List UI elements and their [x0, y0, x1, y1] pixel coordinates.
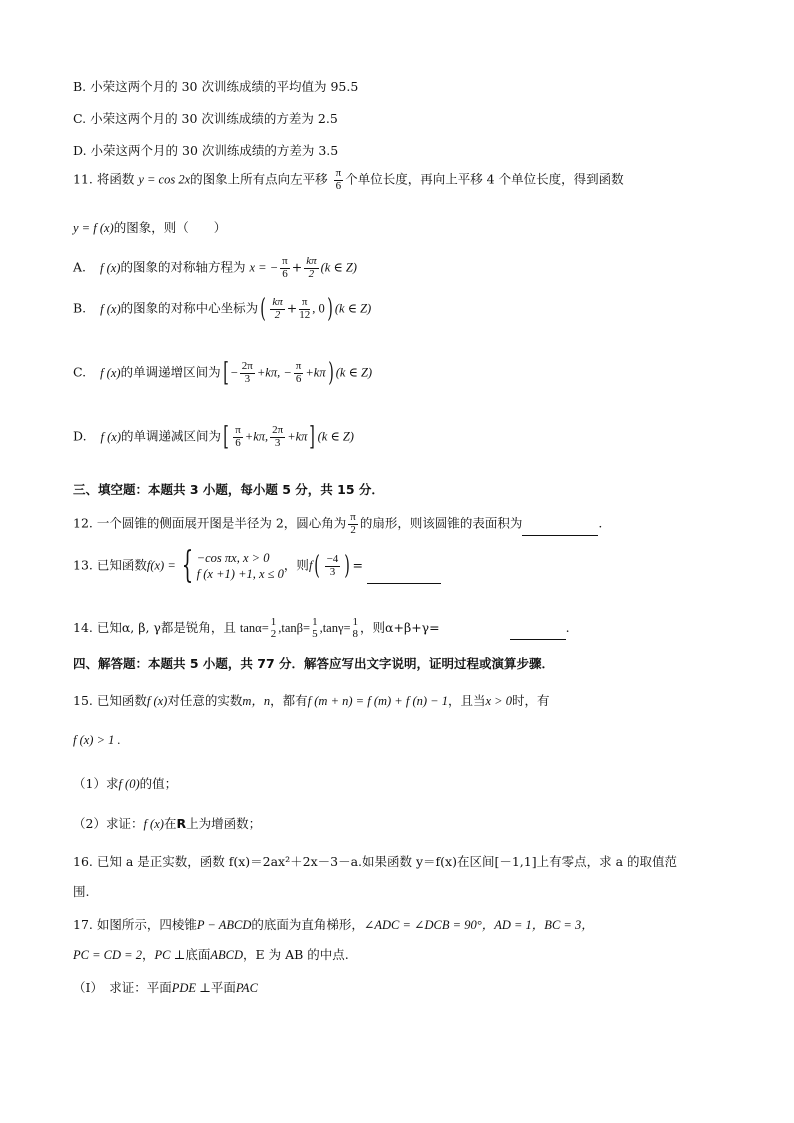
q11d-frac2-num: 2π: [272, 423, 284, 436]
q14-answer-blank[interactable]: [510, 627, 566, 640]
question-16-line2: [73, 886, 89, 899]
q11b-frac1: [270, 297, 284, 321]
q15-prefix: 15. 已知函数: [73, 693, 147, 708]
q17-abcd: ABCD: [210, 948, 243, 962]
q14-frac-a: [271, 617, 277, 640]
q11b-frac1-num: kπ: [272, 295, 283, 308]
q11a-frac1-den: 6: [282, 267, 288, 280]
q13-fraction: [325, 554, 341, 578]
q15-1-post: 的值；: [139, 776, 178, 791]
q11b-label: B.: [73, 300, 87, 316]
q14-tan-gamma: ,tanγ=: [319, 621, 351, 636]
q11-option-c: [73, 360, 372, 386]
question-12: [73, 512, 602, 536]
q15-post: ，且当: [447, 693, 486, 708]
q11c-cond: (k ∈ Z): [335, 365, 373, 380]
q11a-math: x = −: [249, 260, 279, 275]
q15-2-pre: （2）求证：: [73, 816, 144, 831]
q13-eq: =: [352, 557, 363, 573]
q17-i-pde: PDE ⊥: [171, 981, 211, 995]
q11a-frac2-den: 2: [308, 267, 315, 280]
q14-end: .: [565, 620, 570, 636]
right-paren-icon: ): [326, 294, 333, 324]
q11c-frac2-num: π: [295, 359, 302, 372]
q15-2-post: 上为增函数；: [186, 816, 262, 831]
q11-line2-text: 的图象，则（ ）: [113, 220, 227, 235]
q11d-text: 的单调递减区间为: [121, 428, 222, 444]
q11-function: y = cos 2x: [138, 172, 191, 187]
q11a-label: A.: [73, 259, 87, 275]
q11b-frac2-num: π: [299, 297, 310, 310]
q11d-frac1-num: π: [235, 423, 241, 436]
q11d-label: D.: [73, 428, 87, 444]
section-4-text: 四、解答题：本题共 5 小题，共 77 分．解答应写出文字说明，证明过程或演算步骤．: [73, 656, 555, 671]
q14-prefix: 14. 已知α, β, γ都是锐角，且: [73, 620, 236, 636]
q14-tan-alpha: tanα=: [239, 621, 269, 636]
q11c-tail: +kπ: [305, 365, 326, 380]
q11d-frac2: [270, 425, 285, 449]
question-15: [73, 695, 550, 708]
q11c-frac1: [240, 361, 255, 385]
q12-angle-fraction: [348, 512, 358, 536]
q11b-text: 的图象的对称中心坐标为: [120, 300, 259, 316]
q17-perp: PC ⊥: [154, 948, 186, 962]
q11-shift-num: π: [335, 167, 342, 179]
question-17-line2: [73, 949, 349, 962]
question-17-part1: [73, 982, 258, 995]
q17-mid: 的底面为直角梯形，: [251, 917, 364, 932]
q11d-frac1: [233, 425, 243, 449]
option-c-text: C. 小荣这两个月的 30 次训练成绩的方差为 2.5: [73, 111, 338, 126]
q11-option-b: [73, 296, 371, 322]
q11d-mid: +kπ,: [244, 429, 269, 444]
q17-sep: ，: [141, 947, 155, 962]
q11d-tail: +kπ: [287, 429, 308, 444]
q11b-plus: +: [286, 300, 298, 316]
q11-shift-fraction: [334, 168, 344, 192]
q15-post2: 时，有: [511, 693, 550, 708]
q11-target-function: y = f (x): [73, 221, 114, 235]
q15-1-pre: （1）求: [73, 776, 119, 791]
q12-prefix: 12. 一个圆锥的侧面展开图是半径为 2，圆心角为: [73, 515, 347, 531]
section-3-text: 三、填空题：本题共 3 小题，每小题 5 分，共 15 分．: [73, 482, 384, 497]
q17-prefix: 17. 如图所示，四棱锥: [73, 917, 197, 932]
q17-i-pre: （I） 求证：平面: [73, 980, 172, 995]
q11-post: 个单位长度，再向上平移 4 个单位长度，得到函数: [345, 171, 624, 187]
q15-fx: f (x): [146, 694, 168, 708]
option-b: [73, 81, 358, 94]
q15-2-mid: 在: [163, 816, 177, 831]
q12-num: π: [350, 511, 356, 523]
q13-den: 3: [329, 565, 336, 578]
q11b-fx: f (x): [100, 301, 121, 316]
q11b-frac2: [299, 297, 310, 321]
q11a-frac1-num: π: [282, 255, 288, 267]
option-b-text: B. 小荣这两个月的 30 次训练成绩的平均值为 95.5: [73, 79, 359, 94]
q13-cases: [197, 550, 284, 583]
q12-end: .: [598, 515, 603, 531]
q14-b-num: 1: [312, 616, 318, 628]
q13-case1: −cos πx, x > 0: [196, 550, 270, 565]
q15-line2: f (x) > 1 .: [73, 733, 121, 747]
q11d-cond: (k ∈ Z): [317, 429, 354, 444]
q14-frac-b: [312, 617, 318, 640]
q13-answer-blank[interactable]: [367, 571, 441, 584]
q13-then: ，则: [283, 557, 309, 573]
q11-option-d: [73, 424, 354, 450]
q13-fx: f(x) =: [146, 558, 176, 573]
q11c-label: C.: [73, 364, 87, 380]
q11d-frac2-den: 3: [274, 436, 281, 449]
q17-conditions: ∠ADC = ∠DCB = 90°，AD = 1，BC = 3，: [363, 918, 594, 932]
q12-post: 的扇形，则该圆锥的表面积为: [359, 515, 523, 531]
q17-midpoint: ，E 为 AB 的中点.: [243, 947, 349, 962]
q13-f: f: [308, 558, 313, 573]
q17-i-mid: 平面: [210, 980, 236, 995]
q11c-frac1-num: 2π: [241, 359, 253, 372]
left-paren-icon: (: [314, 551, 321, 581]
brace-icon: {: [181, 545, 193, 586]
q11-prefix: 11. 将函数: [73, 171, 139, 187]
q11c-text: 的单调递增区间为: [120, 364, 221, 380]
q17-i-pac: PAC: [235, 981, 258, 995]
q11a-fx: f (x): [100, 260, 121, 275]
q15-equation: f (m + n) = f (m) + f (n) − 1: [307, 694, 448, 708]
option-c: [73, 113, 338, 126]
q14-post: ，则α+β+γ=: [360, 620, 440, 636]
left-bracket-icon: [: [222, 358, 229, 388]
q14-tan-beta: ,tanβ=: [278, 621, 311, 636]
question-15-part2: [73, 818, 261, 831]
q11c-fx: f (x): [100, 365, 121, 380]
q11a-frac2: [304, 256, 318, 280]
q14-c-den: 8: [352, 627, 359, 640]
q11-option-a: [73, 256, 357, 280]
q11-shift-den: 6: [335, 179, 342, 192]
question-15-part1: [73, 778, 177, 791]
q15-2-f: f (x): [143, 817, 164, 831]
left-paren-icon: (: [260, 294, 267, 324]
q12-answer-blank[interactable]: [522, 523, 598, 536]
q11b-zero: , 0: [312, 301, 325, 316]
q11d-frac1-den: 6: [235, 436, 241, 449]
option-d-text: D. 小荣这两个月的 30 次训练成绩的方差为 3.5: [73, 143, 339, 158]
q17-base-text: 底面: [185, 947, 211, 962]
q11c-minus: −: [230, 365, 238, 380]
q16-line2: 围.: [73, 884, 90, 899]
q11c-mid: +kπ, −: [256, 365, 292, 380]
right-bracket-icon: ]: [309, 422, 316, 452]
q13-num: −4: [326, 552, 339, 565]
q14-b-den: 5: [312, 627, 318, 640]
q11b-cond: (k ∈ Z): [334, 301, 372, 316]
question-16: [73, 856, 677, 869]
q15-mid: 对任意的实数: [167, 693, 243, 708]
q13-case2: f (x +1) +1, x ≤ 0: [196, 567, 284, 581]
q17-eq2: PC = CD = 2: [73, 948, 142, 962]
q11a-plus: +: [291, 259, 303, 275]
q15-cond: x > 0: [485, 694, 512, 708]
q14-frac-c: [353, 617, 359, 640]
q11b-frac1-den: 2: [274, 308, 281, 321]
left-bracket-icon: [: [223, 422, 229, 452]
q11a-text: 的图象的对称轴方程为: [120, 259, 246, 275]
q14-c-num: 1: [352, 616, 359, 628]
q14-a-den: 2: [270, 627, 277, 640]
q11a-frac2-num: kπ: [306, 255, 317, 267]
q17-pyramid: P − ABCD: [196, 918, 252, 932]
q13-prefix: 13. 已知函数: [73, 557, 147, 573]
q11d-fx: f (x): [100, 429, 122, 444]
section-3-heading: [73, 484, 384, 497]
question-13: [73, 545, 441, 586]
q15-2-R: R: [176, 816, 187, 831]
right-paren-icon: ): [327, 358, 334, 388]
q11-mid: 的图象上所有点向左平移: [190, 171, 332, 187]
q11a-cond: (k ∈ Z): [320, 260, 357, 275]
q15-mn: m，n: [242, 694, 271, 708]
question-17: [73, 919, 594, 932]
q12-den: 2: [350, 523, 356, 536]
q15-1-f: f (0): [118, 777, 140, 791]
q15-mid2: ，都有: [270, 693, 308, 708]
right-paren-icon: ): [344, 551, 351, 581]
q14-a-num: 1: [270, 616, 277, 628]
question-14: [73, 617, 570, 640]
q11b-frac2-den: 12: [299, 308, 311, 321]
q11c-frac2-den: 6: [295, 372, 302, 385]
q11c-frac1-den: 3: [244, 372, 251, 385]
section-4-heading: [73, 658, 554, 671]
question-11-stem: [73, 168, 624, 192]
question-11-line2: [73, 222, 226, 235]
q11a-frac1: [280, 256, 290, 280]
q11c-frac2: [294, 361, 304, 385]
question-15-line2: [73, 734, 121, 747]
option-d: [73, 145, 338, 158]
q16-line1: 16. 已知 a 是正实数，函数 f(x)＝2ax²＋2x－3－a.如果函数 y＝f(x)在区间[－1,1]上有零点，求 a 的取值范: [73, 854, 677, 869]
